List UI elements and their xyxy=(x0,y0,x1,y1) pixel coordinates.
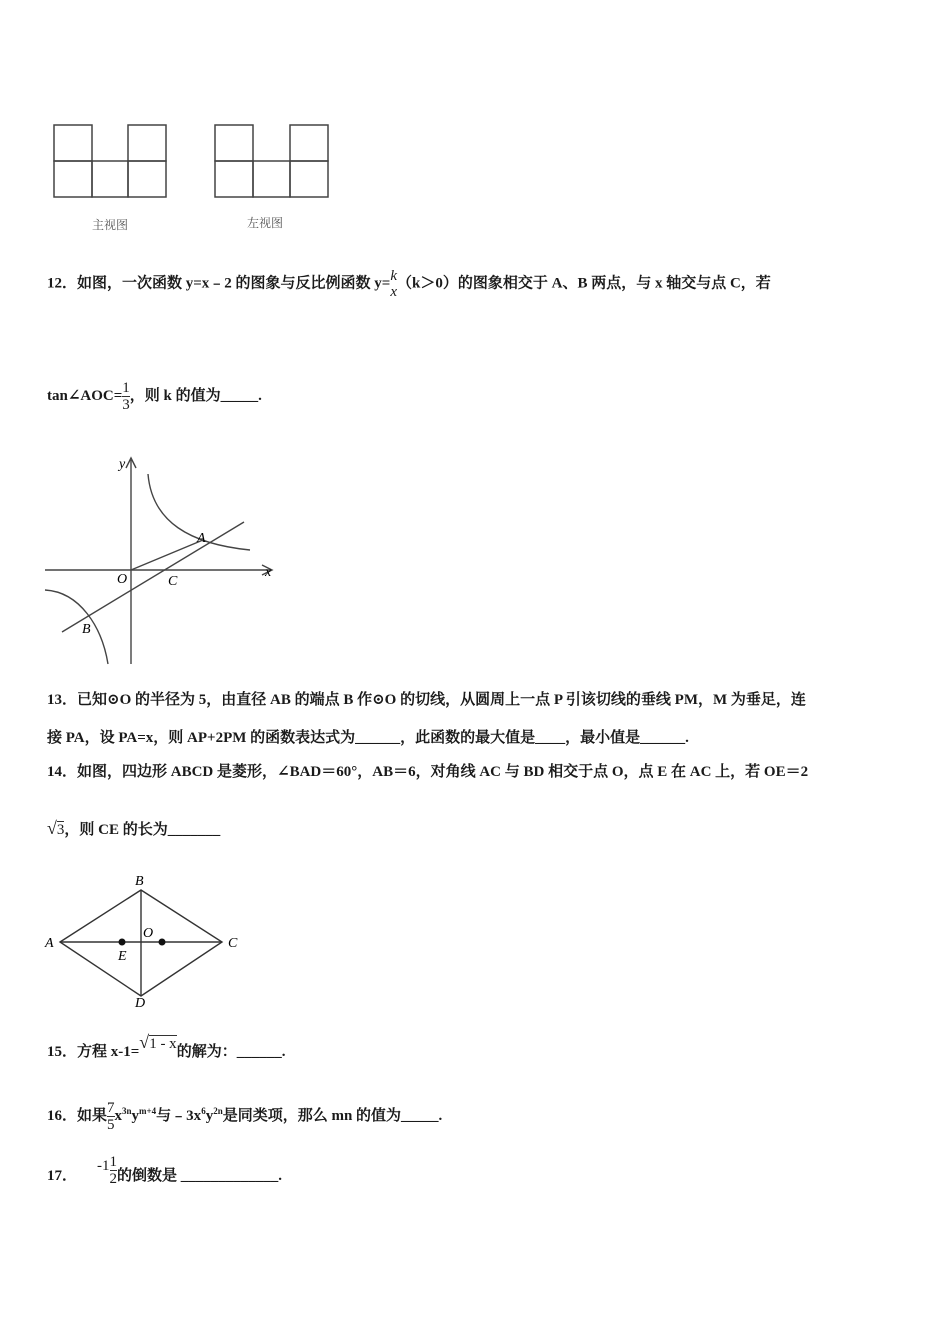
front-view-caption: 主视图 xyxy=(92,218,129,232)
q16-y2-exp: 2n xyxy=(213,1105,223,1116)
q14-sqrt: √3 xyxy=(47,818,65,838)
label-D: D xyxy=(135,996,146,1010)
q14-text-b: ，则 CE 的长为_______ xyxy=(64,822,221,838)
q15-line xyxy=(47,1032,286,1062)
q14-sqrt-radicand: 3 xyxy=(56,822,65,838)
q15-text-b: 的解为：______. xyxy=(176,1044,286,1060)
q17-whole: -1 xyxy=(97,1157,110,1174)
q16-y2-base: y xyxy=(205,1107,214,1124)
q15-sqrt: √1 - x xyxy=(139,1032,177,1052)
label-B: B xyxy=(135,874,144,889)
three-view-figure xyxy=(40,115,350,240)
label-O: O xyxy=(117,572,128,587)
q17-fraction xyxy=(110,1154,118,1187)
q16-text-b: 与﹣3x xyxy=(156,1107,202,1124)
q12-line1 xyxy=(47,268,771,300)
q12-text-c: ，则 k 的值为_____. xyxy=(129,387,262,404)
left-view-grid xyxy=(215,125,328,197)
q12-function-graph xyxy=(40,452,280,672)
q12-line2 xyxy=(47,380,262,413)
q12-frac-den: x xyxy=(390,284,398,300)
q13-line2: 接 PA，设 PA=x，则 AP+2PM 的函数表达式为______，此函数的最大值是____，最小值是______. xyxy=(47,730,689,746)
label-O: O xyxy=(143,926,154,941)
q16-x2-exp: 6 xyxy=(201,1105,206,1116)
point-O-dot xyxy=(159,939,166,946)
q14-line1: 14．如图，四边形 ABCD 是菱形，∠BAD＝60°，AB＝6，对角线 AC 与 BD 相交于点 O，点 E 在 AC 上，若 OE＝2 xyxy=(47,764,809,780)
q16-text-a: 16．如果 xyxy=(47,1107,108,1124)
q17-number: 17． xyxy=(47,1167,78,1184)
label-C: C xyxy=(168,574,178,589)
q12-tan-den: 3 xyxy=(122,397,130,413)
q12-frac-num: k xyxy=(390,268,398,284)
q14-line2 xyxy=(47,818,220,840)
q16-fraction xyxy=(107,1100,115,1133)
q17-text-b: 的倒数是 _____________. xyxy=(117,1167,283,1184)
label-A: A xyxy=(45,936,54,951)
q17-line xyxy=(47,1154,283,1193)
label-C: C xyxy=(228,936,238,951)
segment-OA xyxy=(131,540,203,570)
label-y: y xyxy=(119,457,126,472)
q16-frac-den: 5 xyxy=(107,1117,115,1133)
label-E: E xyxy=(118,949,127,964)
q17-frac-num: 1 xyxy=(109,1154,118,1170)
q16-text-c: 是同类项，那么 mn 的值为_____. xyxy=(222,1107,443,1124)
q16-y-exp: m+4 xyxy=(139,1105,157,1116)
line-y-equals-x-minus-2 xyxy=(62,522,244,632)
q15-text-a: 15．方程 x-1= xyxy=(47,1044,140,1060)
label-A: A xyxy=(197,531,206,546)
left-view-caption: 左视图 xyxy=(247,216,284,230)
q16-x-base: x xyxy=(114,1107,123,1124)
q12-text-b: （k＞0）的图象相交于 A、B 两点，与 x 轴交与点 C，若 xyxy=(397,275,771,292)
q12-text-a: 12．如图，一次函数 y=x﹣2 的图象与反比例函数 y= xyxy=(47,275,391,292)
front-view-grid xyxy=(54,125,166,197)
q12-fraction-one-third xyxy=(122,380,130,413)
label-x: x xyxy=(265,565,272,580)
q16-frac-num: 7 xyxy=(107,1100,115,1116)
q16-y-base: y xyxy=(131,1107,140,1124)
q12-tan-text: tan∠AOC= xyxy=(47,387,123,404)
q13-line1: 13．已知⊙O 的半径为 5，由直径 AB 的端点 B 作⊙O 的切线，从圆周上一点 P 引该切线的垂线 PM，M 为垂足，连 xyxy=(47,692,806,708)
q12-tan-num: 1 xyxy=(122,380,130,396)
point-E xyxy=(119,939,126,946)
q16-line xyxy=(47,1100,442,1133)
q16-x-exp: 3n xyxy=(122,1105,132,1116)
hyperbola-branch-2 xyxy=(45,590,108,664)
q15-sqrt-radicand: 1 - x xyxy=(149,1036,177,1052)
q17-frac-den: 2 xyxy=(109,1171,118,1187)
q14-rhombus-figure xyxy=(40,870,250,1010)
label-B: B xyxy=(82,622,91,637)
